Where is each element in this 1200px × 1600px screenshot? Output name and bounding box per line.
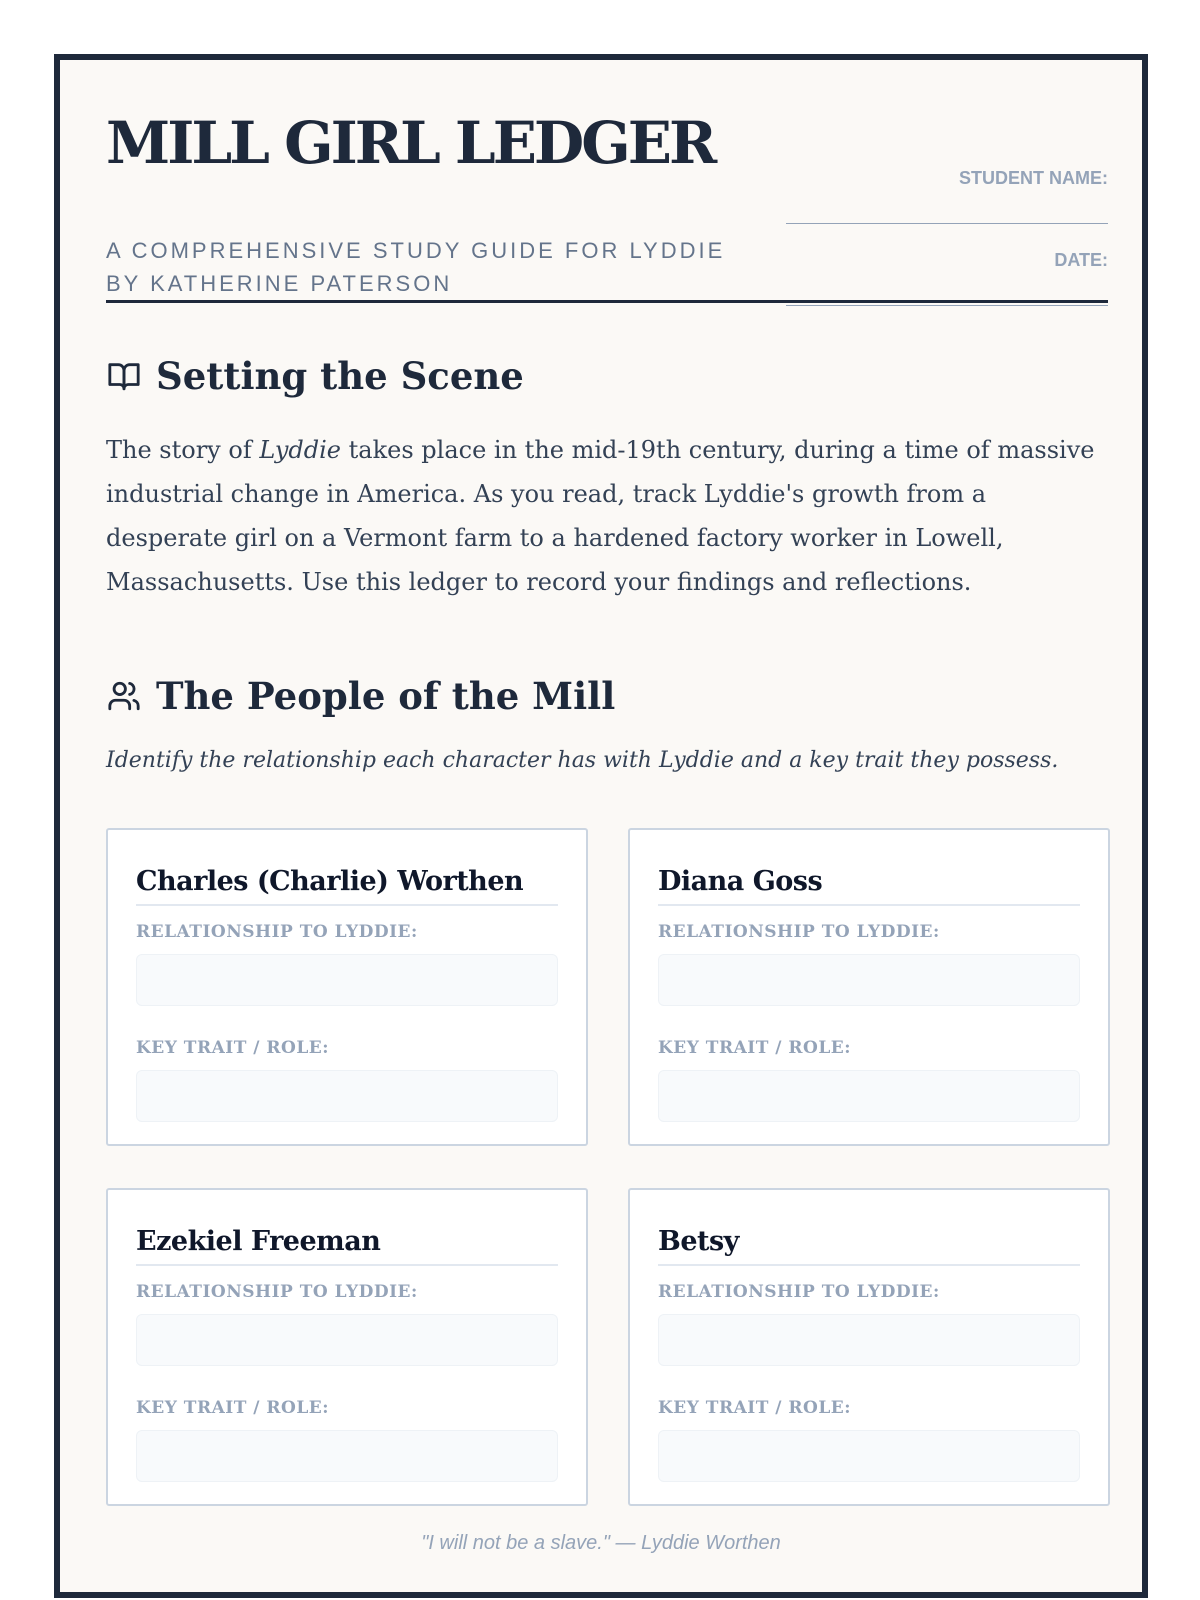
people-instructions: Identify the relationship each character has with Lyddie and a key trait they possess. — [106, 748, 1059, 773]
users-icon — [106, 679, 142, 719]
relationship-label: RELATIONSHIP TO LYDDIE: — [136, 922, 418, 942]
trait-input[interactable] — [658, 1430, 1080, 1482]
student-name-field[interactable] — [786, 223, 1108, 224]
page-title: MILL GIRL LEDGER — [106, 109, 715, 177]
trait-label: KEY TRAIT / ROLE: — [136, 1038, 330, 1058]
relationship-input[interactable] — [136, 954, 558, 1006]
character-name: Betsy — [658, 1226, 1080, 1266]
relationship-input[interactable] — [658, 954, 1080, 1006]
relationship-label: RELATIONSHIP TO LYDDIE: — [136, 1282, 418, 1302]
student-name-label: STUDENT NAME: — [959, 168, 1108, 188]
study-guide-sheet — [54, 54, 1148, 1598]
setting-text-start: The story of — [106, 436, 260, 464]
trait-input[interactable] — [136, 1430, 558, 1482]
relationship-label: RELATIONSHIP TO LYDDIE: — [658, 922, 940, 942]
character-card — [628, 828, 1110, 1146]
trait-label: KEY TRAIT / ROLE: — [658, 1038, 852, 1058]
section-setting-heading — [106, 354, 524, 399]
character-card — [106, 1188, 588, 1506]
trait-input[interactable] — [658, 1070, 1080, 1122]
header — [106, 106, 1108, 306]
character-card — [106, 828, 588, 1146]
student-meta — [786, 168, 1108, 332]
footer-quote: "I will not be a slave." — Lyddie Worthen — [421, 1532, 781, 1554]
trait-input[interactable] — [136, 1070, 558, 1122]
section-people-heading — [106, 674, 616, 719]
character-name: Diana Goss — [658, 866, 1080, 906]
character-name: Ezekiel Freeman — [136, 1226, 558, 1266]
page-subtitle: A COMPREHENSIVE STUDY GUIDE FOR LYDDIE BY KATHERINE PATERSON — [106, 238, 726, 296]
open-book-icon — [106, 359, 142, 399]
character-card — [628, 1188, 1110, 1506]
header-divider — [106, 300, 1108, 303]
character-name: Charles (Charlie) Worthen — [136, 866, 558, 906]
date-label: DATE: — [1054, 250, 1108, 270]
section-people-title: The People of the Mill — [156, 674, 616, 718]
setting-paragraph — [106, 428, 1108, 604]
section-setting-title: Setting the Scene — [156, 354, 524, 398]
trait-label: KEY TRAIT / ROLE: — [136, 1398, 330, 1418]
relationship-label: RELATIONSHIP TO LYDDIE: — [658, 1282, 940, 1302]
relationship-input[interactable] — [658, 1314, 1080, 1366]
date-field[interactable] — [786, 305, 1108, 306]
book-title: Lyddie — [259, 436, 342, 464]
setting-text-rest: takes place in the mid-19th century, during a time of massive industrial change in America. As you read, track Lyddie's growth from a desperate girl on a Vermont farm to a hardened factory worker in Lowell, Massachusetts. Use this ledger to record your findings and reflections. — [106, 436, 1095, 596]
relationship-input[interactable] — [136, 1314, 558, 1366]
trait-label: KEY TRAIT / ROLE: — [658, 1398, 852, 1418]
